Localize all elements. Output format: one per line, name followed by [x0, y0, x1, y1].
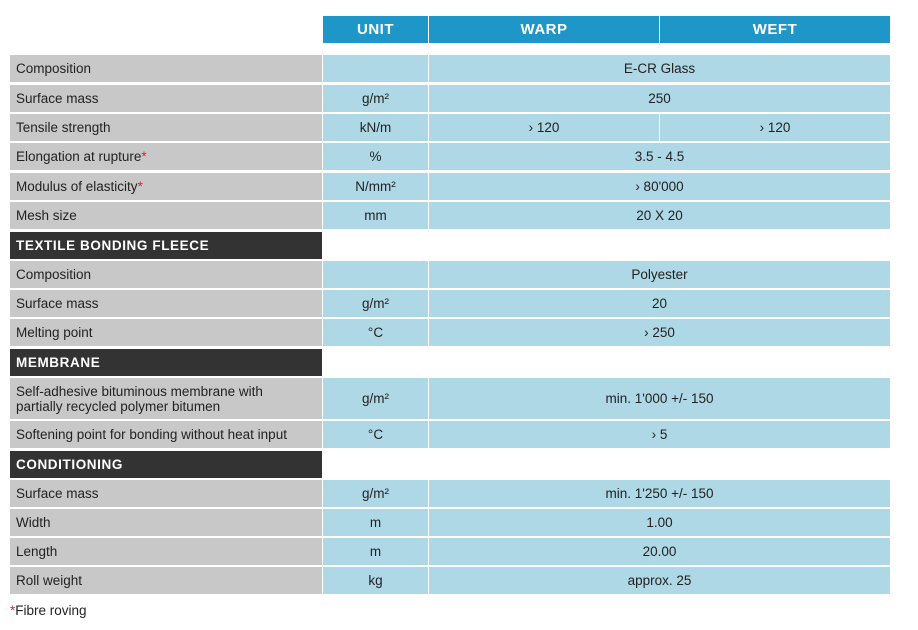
row-label: Tensile strength — [10, 114, 322, 141]
table-row — [10, 261, 890, 288]
row-unit: g/m² — [323, 480, 428, 507]
row-unit: mm — [323, 202, 428, 229]
table-row — [10, 567, 890, 594]
row-value: 1.00 — [429, 509, 890, 536]
row-value: › 80'000 — [429, 173, 890, 200]
row-label: Melting point — [10, 319, 322, 346]
section-title-fleece: TEXTILE BONDING FLEECE — [10, 232, 322, 259]
table-row — [10, 509, 890, 536]
row-label: Composition — [10, 261, 322, 288]
row-value: min. 1'000 +/- 150 — [429, 378, 890, 419]
row-warp-value: › 120 — [429, 114, 659, 141]
row-value: min. 1'250 +/- 150 — [429, 480, 890, 507]
row-unit — [323, 261, 428, 288]
row-label-line: partially recycled polymer bitumen — [16, 398, 221, 414]
row-unit: % — [323, 143, 428, 170]
table-row — [10, 290, 890, 317]
row-value: 3.5 - 4.5 — [429, 143, 890, 170]
row-label: Surface mass — [10, 85, 322, 112]
table-row — [10, 480, 890, 507]
row-label: Softening point for bonding without heat input — [10, 421, 322, 448]
row-value: E-CR Glass — [429, 55, 890, 82]
footnote-text: Fibre roving — [15, 603, 87, 618]
table-row — [10, 143, 890, 170]
row-unit: kN/m — [323, 114, 428, 141]
row-label-line: Self-adhesive bituminous membrane with — [16, 383, 263, 399]
table-row — [10, 173, 890, 200]
row-unit — [323, 55, 428, 82]
row-value: 20.00 — [429, 538, 890, 565]
row-value: 20 X 20 — [429, 202, 890, 229]
row-label: Length — [10, 538, 322, 565]
row-unit: g/m² — [323, 290, 428, 317]
header-unit: UNIT — [323, 16, 428, 43]
table-row — [10, 85, 890, 112]
footnote-marker: * — [10, 603, 16, 618]
row-unit: °C — [323, 421, 428, 448]
row-label — [10, 143, 322, 170]
row-unit: g/m² — [323, 378, 428, 419]
row-value: approx. 25 — [429, 567, 890, 594]
header-warp: WARP — [429, 16, 659, 43]
footnote — [10, 603, 87, 618]
row-label: Composition — [10, 55, 322, 82]
table-row — [10, 319, 890, 346]
row-unit: kg — [323, 567, 428, 594]
row-unit: m — [323, 509, 428, 536]
row-unit: N/mm² — [323, 173, 428, 200]
row-unit: °C — [323, 319, 428, 346]
row-weft-value: › 120 — [660, 114, 890, 141]
row-unit: g/m² — [323, 85, 428, 112]
table-row — [10, 202, 890, 229]
table-row — [10, 114, 890, 141]
row-value: 250 — [429, 85, 890, 112]
section-title-membrane: MEMBRANE — [10, 349, 322, 376]
table-row — [10, 538, 890, 565]
row-value: › 5 — [429, 421, 890, 448]
row-label: Roll weight — [10, 567, 322, 594]
row-value: Polyester — [429, 261, 890, 288]
table-row — [10, 421, 890, 448]
row-label — [10, 173, 322, 200]
fibre-roving-marker: * — [141, 149, 147, 164]
row-label: Surface mass — [10, 290, 322, 317]
row-value: 20 — [429, 290, 890, 317]
row-label-text: Modulus of elasticity — [16, 179, 138, 194]
fibre-roving-marker: * — [137, 179, 143, 194]
table-row — [10, 378, 890, 419]
row-label: Mesh size — [10, 202, 322, 229]
row-label: Surface mass — [10, 480, 322, 507]
row-label-text: Elongation at rupture — [16, 149, 142, 164]
table-row — [10, 55, 890, 82]
row-label — [10, 378, 322, 419]
row-unit: m — [323, 538, 428, 565]
header-weft: WEFT — [660, 16, 890, 43]
row-label: Width — [10, 509, 322, 536]
section-title-conditioning: CONDITIONING — [10, 451, 322, 478]
row-value: › 250 — [429, 319, 890, 346]
